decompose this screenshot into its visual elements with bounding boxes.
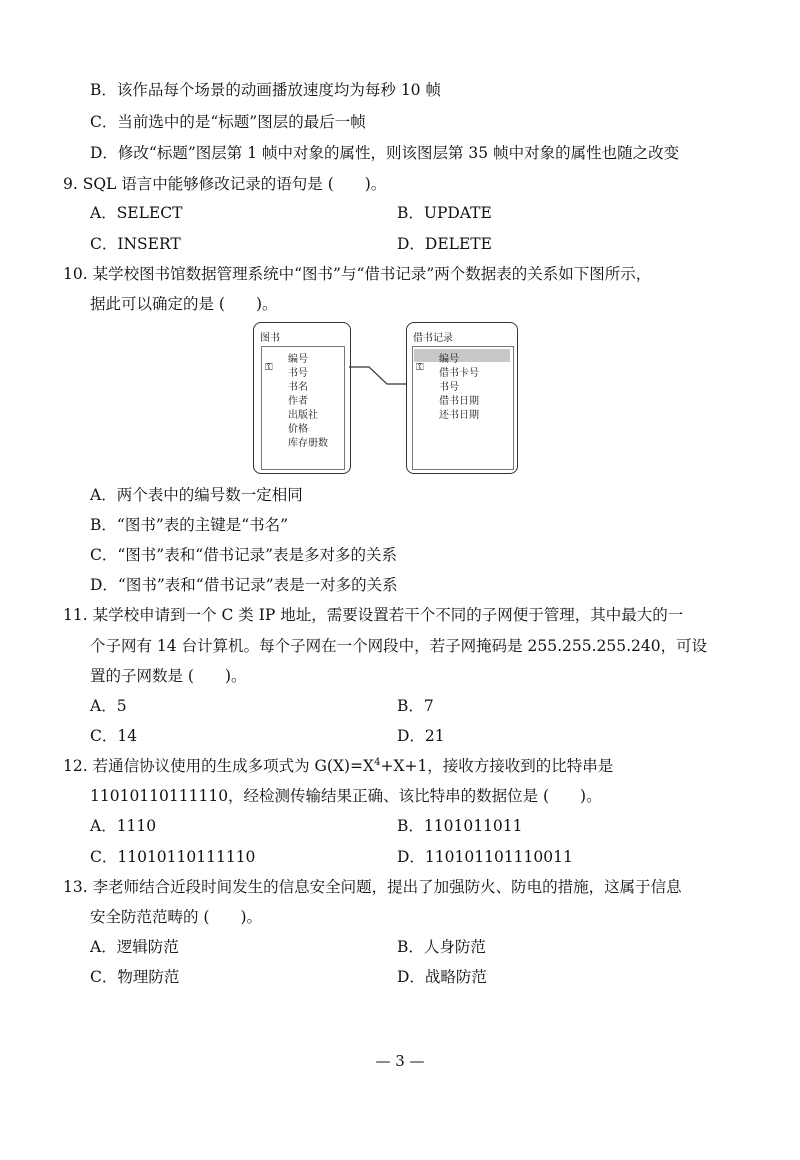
q12-stem-text-1b: +X+1，接收方接收到的比特串是 — [380, 757, 614, 775]
q10-option-d: D．“图书”表和“借书记录”表是一对多的关系 — [90, 576, 398, 594]
q8-option-c: C．当前选中的是“标题”图层的最后一帧 — [90, 113, 366, 131]
q13-option-a: A．逻辑防范 — [90, 938, 179, 956]
table-borrow-records — [406, 322, 518, 474]
q10-option-a: A．两个表中的编号数一定相同 — [90, 486, 303, 504]
q11-stem-line3: 置的子网数是 ( )。 — [90, 667, 247, 685]
q11-stem-line1 — [63, 603, 683, 625]
table-books-title: 图书 — [260, 333, 280, 344]
q9-stem — [63, 172, 386, 194]
relationship-diagram — [253, 322, 518, 474]
q10-stem-line2: 据此可以确定的是 ( )。 — [90, 295, 278, 313]
q12-stem-text-1a: 若通信协议使用的生成多项式为 G(X)=X — [92, 757, 375, 775]
table-books — [253, 322, 351, 474]
primary-key-icon: ⚿ — [265, 362, 273, 373]
q12-stem-line1 — [63, 754, 613, 776]
field-item: 书名 — [288, 382, 308, 393]
q11-option-d: D．21 — [397, 727, 445, 745]
q10-stem-line1 — [63, 262, 651, 284]
q8-option-d: D．修改“标题”图层第 1 帧中对象的属性，则该图层第 35 帧中对象的属性也随之改变 — [90, 144, 680, 162]
q11-stem-line2: 个子网有 14 台计算机。每个子网在一个网段中，若子网掩码是 255.255.255.240，可设 — [90, 637, 708, 655]
q11-option-c: C．14 — [90, 727, 138, 745]
relationship-line — [349, 322, 409, 474]
page-number: — 3 — — [375, 1052, 425, 1070]
q12-option-d: D．110101101110011 — [397, 848, 573, 866]
table-borrow-records-field-list — [412, 346, 514, 470]
q12-stem-line2: 11010110111110，经检测传输结果正确、该比特串的数据位是 ( )。 — [90, 787, 602, 805]
field-item: 库存册数 — [288, 438, 328, 449]
q13-stem-line1 — [63, 875, 682, 897]
q12-option-a: A．1110 — [90, 817, 157, 835]
primary-key-icon: ⚿ — [416, 362, 424, 373]
q12-exponent: 4 — [374, 757, 381, 768]
q9-stem-text: SQL 语言中能够修改记录的语句是 ( )。 — [82, 175, 387, 193]
field-item: 编号 — [288, 354, 308, 365]
q11-number: 11. — [63, 606, 88, 624]
q9-option-c: C．INSERT — [90, 235, 181, 253]
q12-option-b: B．1101011011 — [397, 817, 523, 835]
q10-option-c: C．“图书”表和“借书记录”表是多对多的关系 — [90, 546, 398, 564]
q13-option-b: B．人身防范 — [397, 938, 486, 956]
field-item: 还书日期 — [439, 410, 479, 421]
selected-field-highlight — [414, 349, 510, 362]
field-item: 出版社 — [288, 410, 318, 421]
q10-number: 10. — [63, 265, 88, 283]
field-item: 书号 — [288, 368, 308, 379]
q13-stem-line2: 安全防范范畴的 ( )。 — [90, 908, 263, 926]
table-books-field-list — [261, 346, 345, 470]
field-item: 借书卡号 — [439, 368, 479, 379]
table-borrow-records-title: 借书记录 — [413, 333, 453, 344]
q11-option-b: B．7 — [397, 697, 434, 715]
q11-option-a: A．5 — [90, 697, 127, 715]
q9-option-a: A．SELECT — [90, 204, 183, 222]
q12-number: 12. — [63, 757, 88, 775]
q12-option-c: C．11010110111110 — [90, 848, 256, 866]
q13-option-d: D．战略防范 — [397, 968, 487, 986]
q13-number: 13. — [63, 878, 88, 896]
q8-option-b: B．该作品每个场景的动画播放速度均为每秒 10 帧 — [90, 81, 441, 99]
q11-stem-text-1: 某学校申请到一个 C 类 IP 地址，需要设置若干个不同的子网便于管理，其中最大的一 — [92, 606, 684, 624]
field-item: 作者 — [288, 396, 308, 407]
field-item: 编号 — [439, 354, 459, 365]
q9-number: 9. — [63, 175, 78, 193]
q9-option-b: B．UPDATE — [397, 204, 492, 222]
field-item: 借书日期 — [439, 396, 479, 407]
q9-option-d: D．DELETE — [397, 235, 492, 253]
field-item: 价格 — [288, 424, 308, 435]
q10-option-b: B．“图书”表的主键是“书名” — [90, 516, 289, 534]
q13-option-c: C．物理防范 — [90, 968, 180, 986]
field-item: 书号 — [439, 382, 459, 393]
q13-stem-text-1: 李老师结合近段时间发生的信息安全问题，提出了加强防火、防电的措施，这属于信息 — [92, 878, 682, 896]
q10-stem-text-1: 某学校图书馆数据管理系统中“图书”与“借书记录”两个数据表的关系如下图所示， — [92, 265, 652, 283]
